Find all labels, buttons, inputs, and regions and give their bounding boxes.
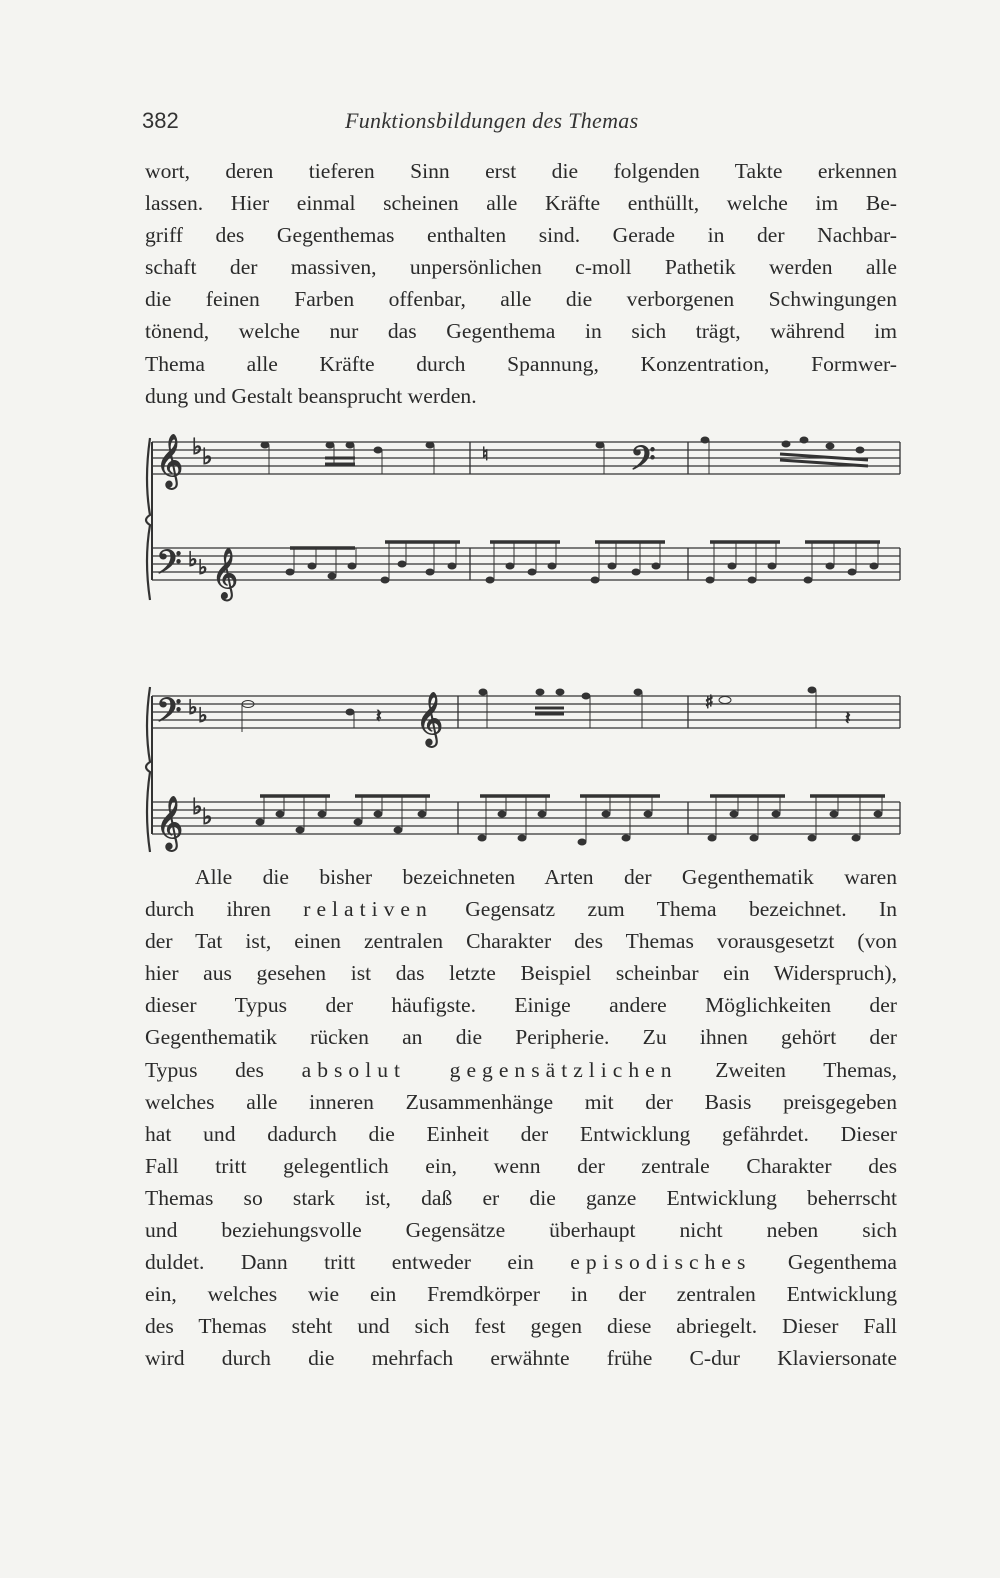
text-line: und beziehungsvolle Gegensätze überhaupt nicht neben sich — [145, 1218, 897, 1243]
treble-clef-icon: 𝄞 — [156, 433, 184, 487]
text-line: hat und dadurch die Einheit der Entwicklung gefährdet. Dieser — [145, 1121, 897, 1146]
bass-clef-icon: 𝄢 — [156, 544, 182, 590]
text-span: Gegensatz zum Thema bezeichnet. In — [465, 897, 898, 922]
emphasis-text: relativen — [303, 897, 433, 922]
text-line: hier aus gesehen ist das letzte Beispiel scheinbar ein Widerspruch), — [145, 961, 897, 986]
svg-text:♭: ♭ — [198, 703, 208, 727]
text-line — [145, 1246, 897, 1278]
text-line: griff des Gegenthemas enthalten sind. Gerade in der Nachbar- — [145, 223, 897, 248]
svg-text:♭: ♭ — [188, 547, 198, 571]
text-line — [145, 893, 897, 925]
text-span: ren — [869, 865, 897, 889]
text-span: Typus des — [145, 1057, 264, 1082]
paragraph-2 — [145, 861, 897, 1375]
text-line: die feinen Farben offenbar, alle die verborgenen Schwingungen — [145, 287, 897, 312]
text-line: dung und Gestalt beansprucht werden. — [145, 383, 477, 408]
text-line — [145, 861, 897, 893]
svg-text:♯: ♯ — [705, 692, 714, 713]
svg-text:𝄞: 𝄞 — [212, 548, 239, 599]
text-line: Gegenthematik rücken an die Peripherie. Zu ihnen gehört der — [145, 1025, 897, 1050]
text-line: ein, welches wie ein Fremdkörper in der zentralen Entwicklung — [145, 1282, 897, 1307]
page-number: 382 — [142, 108, 179, 133]
svg-text:♭: ♭ — [198, 555, 208, 579]
text-line: des Themas steht und sich fest gegen diese abriegelt. Dieser Fall — [145, 1314, 897, 1339]
text-line: wird durch die mehrfach erwähnte frühe C-dur Klaviersonate — [145, 1346, 897, 1371]
svg-text:𝄢: 𝄢 — [156, 692, 182, 738]
text-span: Alle die bisher bezeichneten Arten der Gegenthematik wa — [195, 865, 870, 889]
svg-text:♮: ♮ — [482, 444, 489, 465]
text-line: Thema alle Kräfte durch Spannung, Konzentration, Formwer- — [145, 351, 897, 376]
text-line: lassen. Hier einmal scheinen alle Kräfte enthüllt, welche im Be- — [145, 191, 897, 216]
text-line: Fall tritt gelegentlich ein, wenn der zentrale Charakter des — [145, 1153, 897, 1178]
text-span: Zweiten Themas, — [715, 1057, 897, 1082]
svg-text:♭: ♭ — [188, 695, 198, 719]
text-line — [145, 1054, 897, 1086]
text-span: duldet. Dann tritt entweder ein — [145, 1250, 534, 1275]
emphasis-text: episodisches — [570, 1250, 752, 1275]
text-line: der Tat ist, einen zentralen Charakter des Themas vorausgesetzt (von — [145, 929, 897, 954]
text-line: Themas so stark ist, daß er die ganze Entwicklung beherrscht — [145, 1185, 897, 1210]
text-line: tönend, welche nur das Gegenthema in sich trägt, während im — [145, 319, 897, 344]
text-span: durch ihren — [145, 897, 271, 922]
svg-text:𝄽: 𝄽 — [845, 708, 851, 729]
svg-text:♭: ♭ — [192, 435, 203, 460]
svg-text:♭: ♭ — [202, 445, 213, 470]
text-line: welches alle inneren Zusammenhänge mit der Basis preisgegeben — [145, 1089, 897, 1114]
svg-text:𝄢: 𝄢 — [630, 440, 656, 486]
page-header — [142, 108, 897, 140]
emphasis-text: absolut gegensätzlichen — [301, 1057, 678, 1082]
paragraph-1 — [145, 155, 897, 412]
music-system-1 — [140, 420, 910, 605]
svg-text:𝄽: 𝄽 — [376, 706, 382, 727]
text-line: dieser Typus der häufigste. Einige andere Möglichkeiten der — [145, 993, 897, 1018]
text-line: wort, deren tieferen Sinn erst die folgenden Takte erkennen — [145, 159, 897, 183]
text-line: schaft der massiven, unpersönlichen c-moll Pathetik werden alle — [145, 255, 897, 280]
svg-text:♭: ♭ — [202, 805, 213, 830]
running-title: Funktionsbildungen des Themas — [345, 108, 639, 133]
svg-text:♭: ♭ — [192, 795, 203, 820]
svg-text:𝄞: 𝄞 — [416, 691, 444, 745]
svg-text:𝄞: 𝄞 — [156, 795, 184, 849]
text-span: Gegenthema — [787, 1250, 897, 1275]
music-system-2 — [140, 662, 910, 857]
